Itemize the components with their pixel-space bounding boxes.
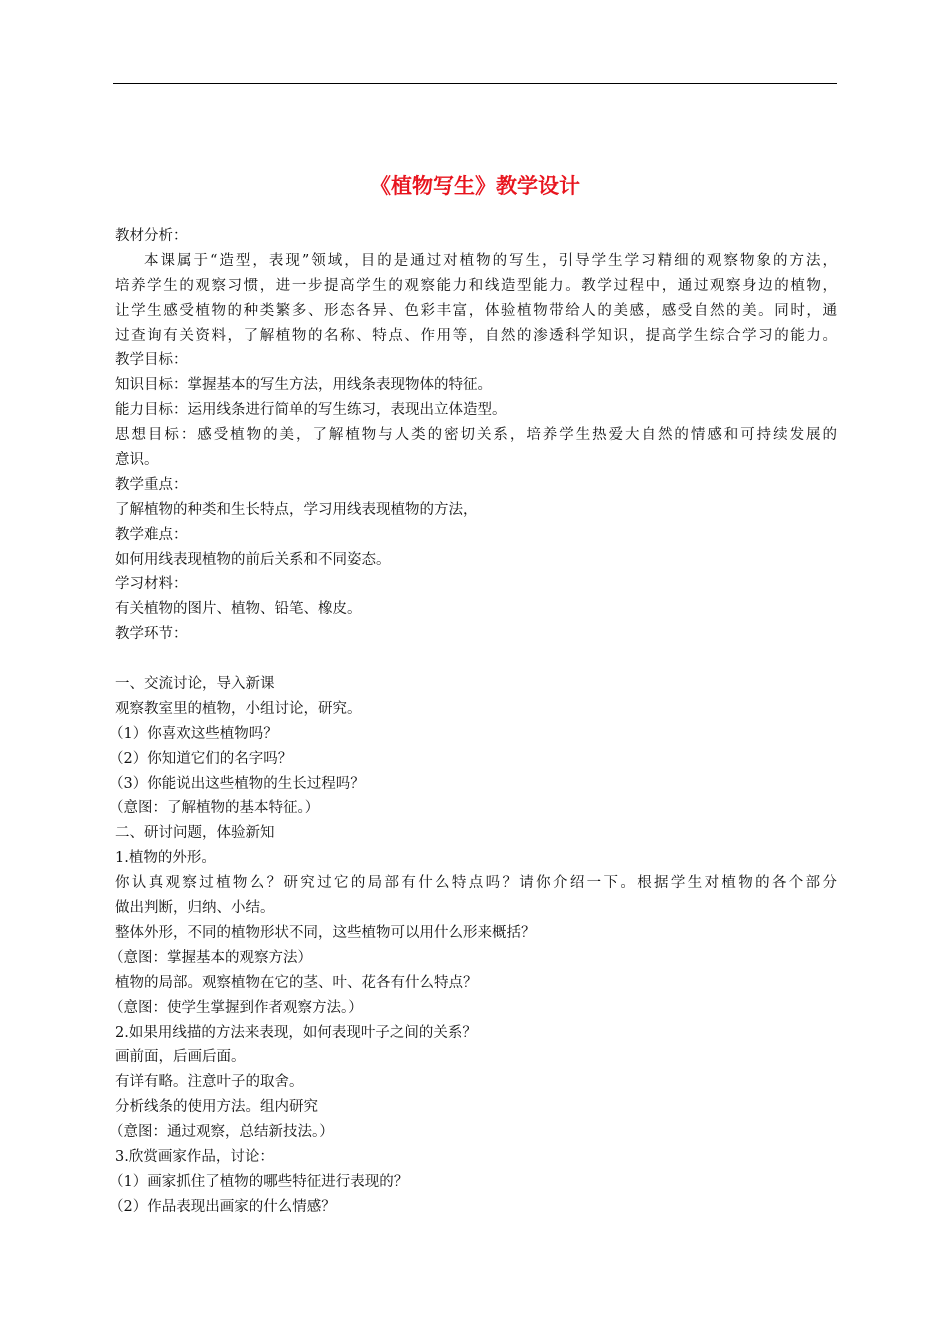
- intent-note: （意图：使学生掌握到作者观察方法。）: [109, 999, 363, 1016]
- paragraph-line: 过查询有关资料，了解植物的名称、特点、作用等，自然的渗透科学知识，提高学生综合学习的能力。: [115, 327, 837, 344]
- goal-ability: 能力目标：运用线条进行简单的写生练习，表现出立体造型。: [115, 402, 507, 419]
- section-heading-materials: 学习材料：: [115, 576, 188, 593]
- goal-thought: 思想目标：感受植物的美，了解植物与人类的密切关系，培养学生热爱大自然的情感和可持续发展的: [115, 427, 837, 444]
- paragraph-line: 你认真观察过植物么？研究过它的局部有什么特点吗？请你介绍一下。根据学生对植物的各个部分: [115, 875, 837, 892]
- paragraph-line: 有详有略。注意叶子的取舍。: [115, 1074, 304, 1091]
- paragraph-line: 整体外形，不同的植物形状不同，这些植物可以用什么形来概括？: [115, 924, 536, 941]
- question-item: （1）画家抓住了植物的哪些特征进行表现的？: [109, 1173, 409, 1190]
- question-item: （2）你知道它们的名字吗？: [109, 750, 293, 767]
- sub-point-heading: 1.植物的外形。: [115, 850, 216, 867]
- paragraph-line: 分析线条的使用方法。组内研究: [115, 1099, 318, 1116]
- section-heading-difficulties: 教学难点：: [115, 526, 188, 543]
- paragraph-line: 本课属于“造型，表现”领域，目的是通过对植物的写生，引导学生学习精细的观察物象的方法，: [144, 252, 837, 269]
- materials-text: 有关植物的图片、植物、铅笔、橡皮。: [115, 601, 362, 618]
- paragraph-line: 让学生感受植物的种类繁多、形态各异、色彩丰富，体验植物带给人的美感，感受自然的美。同时，通: [115, 302, 837, 319]
- paragraph-line: 培养学生的观察习惯，进一步提高学生的观察能力和线造型能力。教学过程中，通过观察身边的植物，: [115, 277, 837, 294]
- document-body: [109, 224, 837, 1220]
- section-heading-material-analysis: 教材分析：: [115, 228, 188, 244]
- goal-knowledge: 知识目标：掌握基本的写生方法，用线条表现物体的特征。: [115, 377, 492, 394]
- intent-note: （意图：通过观察，总结新技法。）: [109, 1124, 334, 1141]
- document-title: 《植物写生》教学设计: [370, 174, 580, 198]
- sub-point-heading: 2.如果用线描的方法来表现，如何表现叶子之间的关系？: [115, 1024, 477, 1041]
- sub-point-heading: 3.欣赏画家作品，讨论：: [115, 1148, 274, 1165]
- intent-note: （意图：了解植物的基本特征。）: [109, 800, 320, 817]
- step-one-text: 观察教室里的植物，小组讨论，研究。: [115, 700, 362, 717]
- section-heading-procedure: 教学环节：: [115, 626, 188, 643]
- difficulties-text: 如何用线表现植物的前后关系和不同姿态。: [115, 551, 391, 568]
- paragraph-line: 画前面，后画后面。: [115, 1049, 246, 1066]
- header-rule: [113, 83, 837, 84]
- question-item: （3）你能说出这些植物的生长过程吗？: [109, 775, 365, 792]
- section-heading-key-points: 教学重点：: [115, 476, 188, 493]
- intent-note: （意图：掌握基本的观察方法）: [109, 949, 312, 966]
- paragraph-line: 做出判断，归纳、小结。: [115, 900, 275, 917]
- goal-thought-continued: 意识。: [115, 452, 159, 469]
- question-item: （2）作品表现出画家的什么情感？: [109, 1198, 336, 1215]
- key-points-text: 了解植物的种类和生长特点，学习用线表现植物的方法，: [115, 501, 478, 518]
- blank-line: [115, 647, 837, 672]
- paragraph-line: 植物的局部。观察植物在它的茎、叶、花各有什么特点？: [115, 974, 478, 991]
- step-one-heading: 一、交流讨论，导入新课: [115, 676, 275, 693]
- section-heading-teaching-goals: 教学目标：: [115, 352, 188, 369]
- question-item: （1）你喜欢这些植物吗？: [109, 725, 278, 742]
- step-two-heading: 二、研讨问题，体验新知: [115, 825, 275, 842]
